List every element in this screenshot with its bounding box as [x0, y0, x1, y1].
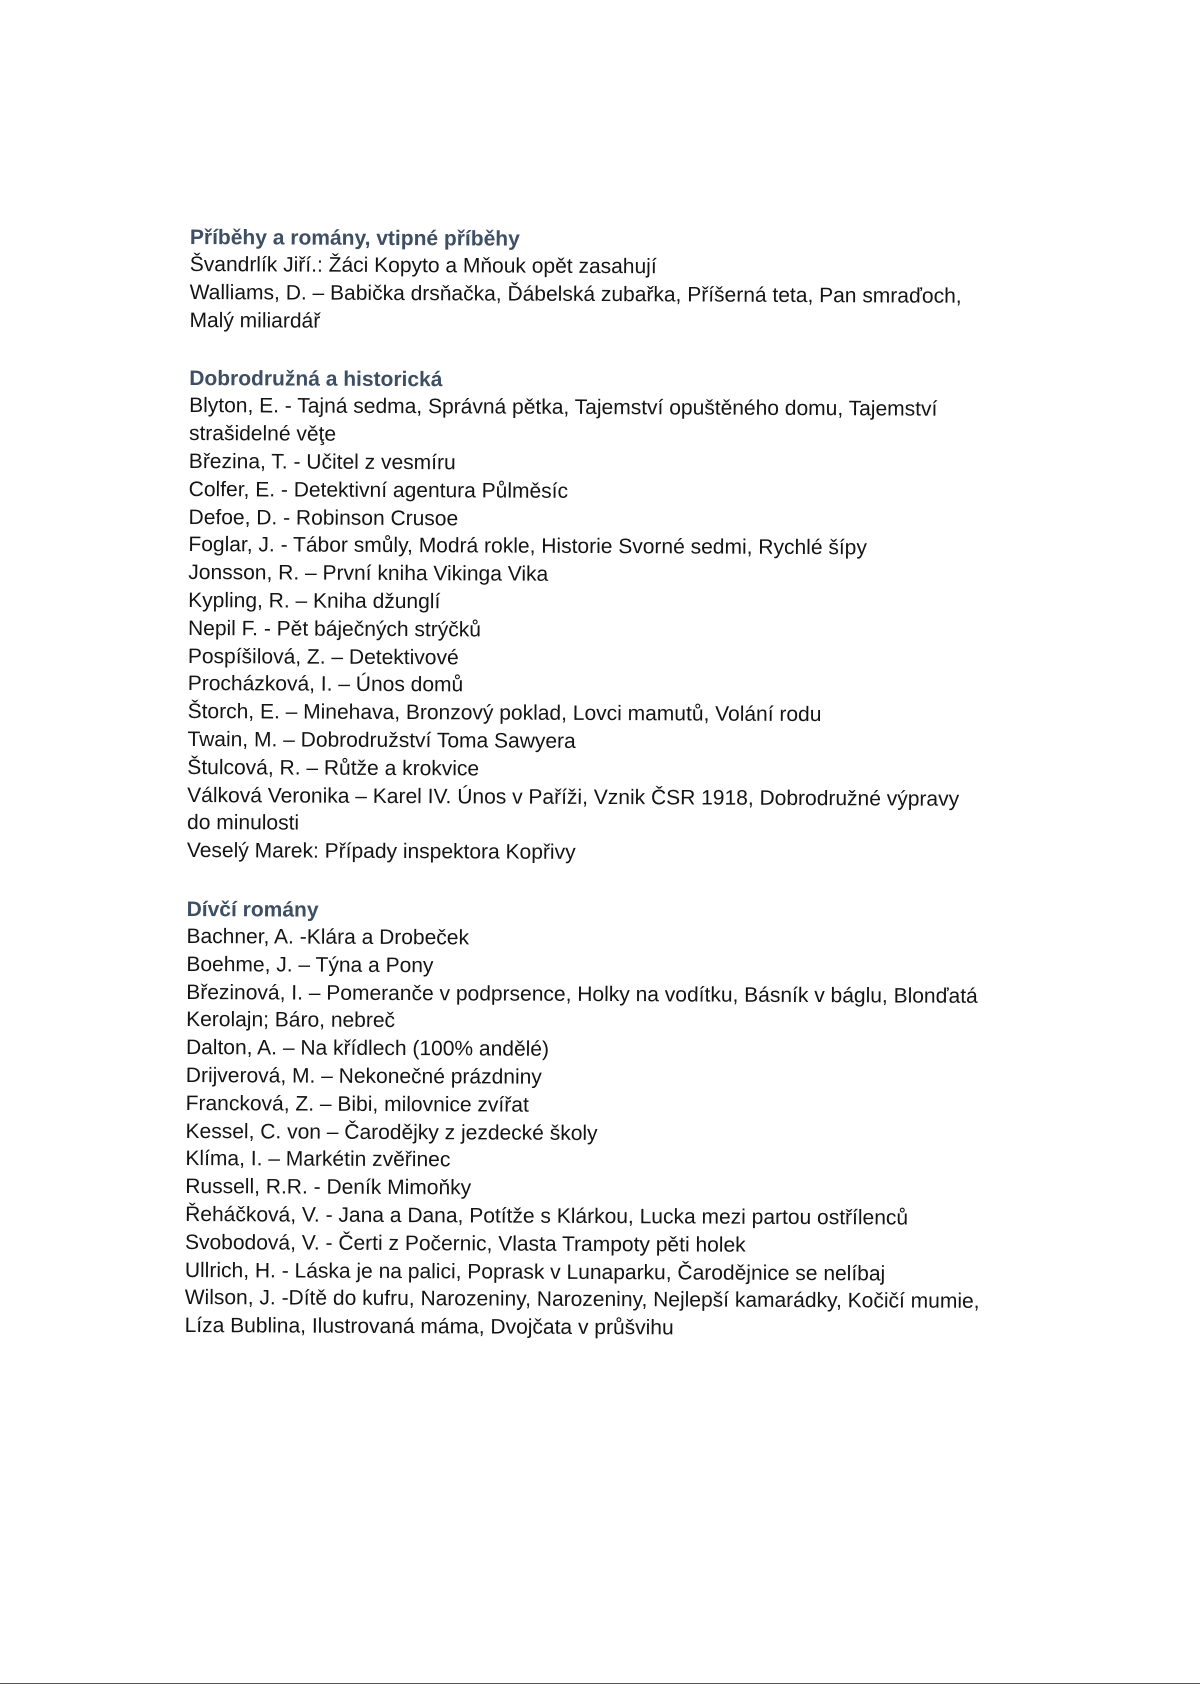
list-item: Klíma, I. – Markétin zvěřinec [185, 1147, 451, 1172]
page-bottom-divider [0, 1683, 1200, 1684]
list-item: Kessel, C. von – Čarodějky z jezdecké školy [185, 1119, 598, 1145]
list-item: Ullrich, H. - Láska je na palici, Poprask v Lunaparku, Čarodějnice se nelíbaj [184, 1258, 886, 1285]
list-item: Foglar, J. - Tábor smůly, Modrá rokle, Historie Svorné sedmi, Rychlé šípy [188, 533, 867, 560]
list-item: Nepil F. - Pět báječných strýčků [187, 616, 482, 642]
list-item: Březina, T. - Učitel z vesmíru [188, 449, 456, 475]
section-adventure-historical [187, 365, 989, 868]
list-item: Pospíšilová, Z. – Detektivové [187, 644, 459, 669]
section-heading: Dívčí romány [186, 897, 319, 922]
list-item: Russell, R.R. - Deník Mimoňky [185, 1175, 472, 1200]
list-item: Procházková, I. – Únos domů [187, 672, 464, 697]
list-item: Twain, M. – Dobrodružství Toma Sawyera [187, 727, 576, 753]
list-item: Březinová, I. – Pomeranče v podprsence, Holky na vodítku, Básník v báglu, Blonďatá Kerolajn; Báro, nebreč [186, 980, 978, 1033]
list-item: Defoe, D. - Robinson Crusoe [188, 505, 459, 530]
list-item: Drijverová, M. – Nekonečné prázdniny [185, 1063, 542, 1089]
book-list [184, 224, 990, 1375]
list-item: Jonsson, R. – První kniha Vikinga Vika [188, 561, 549, 586]
section-funny-stories [189, 224, 990, 338]
section-heading: Příběhy a romány, vtipné příběhy [189, 225, 520, 251]
list-item: Válková Veronika – Karel IV. Únos v Paříži, Vznik ČSR 1918, Dobrodružné výpravy do minulosti [187, 783, 960, 835]
list-item: Francková, Z. – Bibi, milovnice zvířat [185, 1091, 529, 1117]
section-girls-novels [185, 896, 987, 1344]
list-item: Colfer, E. - Detektivní agentura Půlměsíc [188, 477, 569, 503]
list-item: Bachner, A. -Klára a Drobeček [186, 924, 470, 950]
section-heading: Dobrodružná a historická [189, 367, 443, 392]
list-item: Wilson, J. -Dítě do kufru, Narozeniny, Narozeniny, Nejlepší kamarádky, Kočičí mumie, Líza Bublina, Ilustrovaná máma, Dvojčata v průšvihu [184, 1286, 980, 1340]
list-item: Walliams, D. – Babička drsňačka, Ďábelská zubařka, Příšerná teta, Pan smraďoch, Malý miliardář [189, 280, 962, 333]
list-item: Veselý Marek: Případy inspektora Kopřivy [186, 839, 576, 865]
list-item: Štorch, E. – Minehava, Bronzový poklad, Lovci mamutů, Volání rodu [187, 700, 822, 727]
list-item: Švandrlík Jiří.: Žáci Kopyto a Mňouk opět zasahují [189, 252, 657, 279]
list-item: Svobodová, V. - Čerti z Počernic, Vlasta Trampoty pěti holek [184, 1230, 746, 1257]
list-item: Kypling, R. – Kniha džunglí [188, 588, 441, 614]
list-item: Boehme, J. – Týna a Pony [186, 952, 434, 977]
list-item: Štulcová, R. – Růtže a krokvice [187, 755, 480, 781]
list-item: Blyton, E. - Tajná sedma, Správná pětka, Tajemství opuštěného domu, Tajemství strašidelné věţe [188, 394, 938, 446]
list-item: Řeháčková, V. - Jana a Dana, Potítže s Klárkou, Lucka mezi partou ostřílenců [185, 1202, 909, 1230]
list-item: Dalton, A. – Na křídlech (100% andělé) [185, 1036, 550, 1061]
